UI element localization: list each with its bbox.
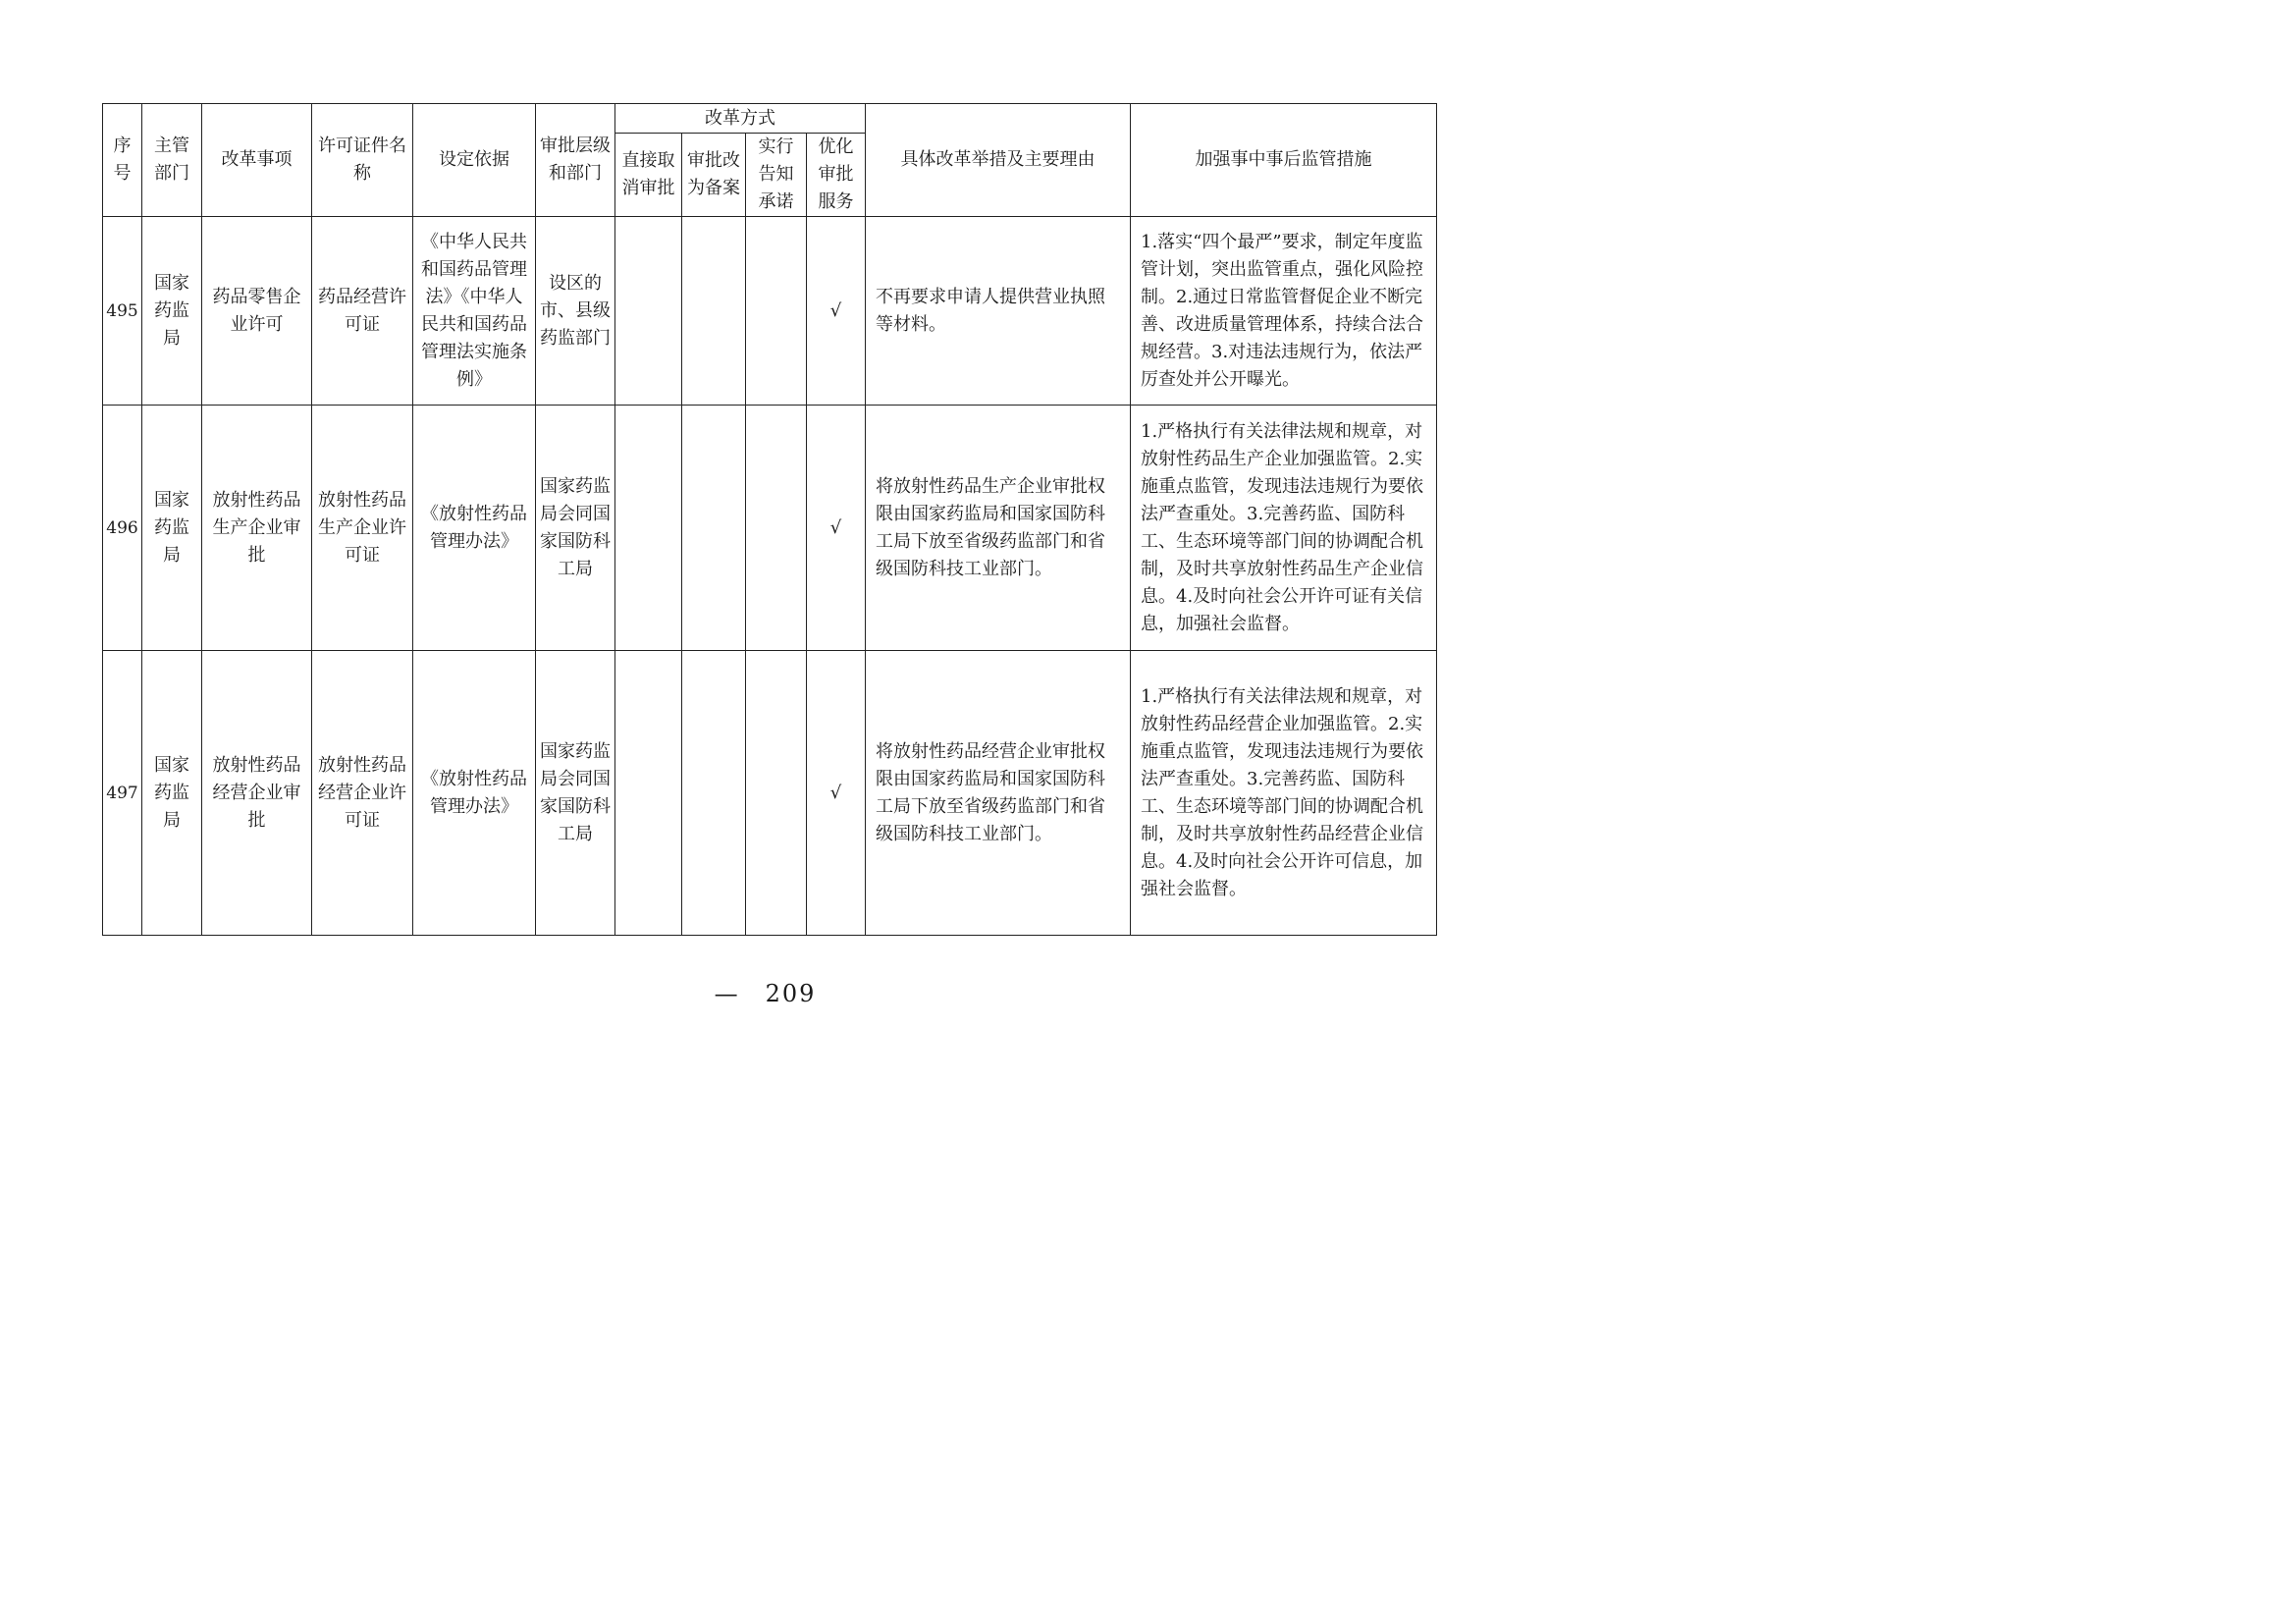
cell-optimize-check: √ (807, 651, 866, 936)
cell-supervision: 1.严格执行有关法律法规和规章，对放射性药品生产企业加强监管。2.实施重点监管，发现违法违规行为要依法严查重处。3.完善药监、国防科工、生态环境等部门间的协调配合机制，及时共享放射性药品生产企业信息。4.及时向社会公开许可证有关信息，加强社会监督。 (1131, 406, 1437, 651)
cell-optimize-check: √ (807, 217, 866, 406)
cell-item: 药品零售企业许可 (202, 217, 312, 406)
header-cancel: 直接取消审批 (615, 134, 682, 217)
header-measures: 具体改革举措及主要理由 (866, 104, 1131, 217)
cell-notify (746, 217, 807, 406)
cell-basis: 《中华人民共和国药品管理法》《中华人民共和国药品管理法实施条例》 (413, 217, 536, 406)
cell-basis: 《放射性药品管理办法》 (413, 406, 536, 651)
cell-record (682, 651, 746, 936)
page-number-value: 209 (765, 980, 817, 1007)
cell-dept: 国家药监局 (142, 651, 202, 936)
cell-dept: 国家药监局 (142, 217, 202, 406)
cell-cancel (615, 406, 682, 651)
cell-supervision: 1.落实“四个最严”要求，制定年度监管计划，突出监管重点，强化风险控制。2.通过日常监管督促企业不断完善、改进质量管理体系，持续合法合规经营。3.对违法违规行为，依法严厉查处并公开曝光。 (1131, 217, 1437, 406)
cell-license: 药品经营许可证 (312, 217, 413, 406)
cell-seq: 495 (103, 217, 142, 406)
cell-measures: 将放射性药品生产企业审批权限由国家药监局和国家国防科工局下放至省级药监部门和省级国防科技工业部门。 (866, 406, 1131, 651)
cell-cancel (615, 217, 682, 406)
cell-item: 放射性药品生产企业审批 (202, 406, 312, 651)
cell-level: 设区的市、县级药监部门 (536, 217, 615, 406)
header-supervision: 加强事中事后监管措施 (1131, 104, 1437, 217)
cell-seq: 497 (103, 651, 142, 936)
cell-notify (746, 651, 807, 936)
cell-record (682, 217, 746, 406)
cell-seq: 496 (103, 406, 142, 651)
reform-table (102, 103, 1437, 936)
cell-record (682, 406, 746, 651)
cell-basis: 《放射性药品管理办法》 (413, 651, 536, 936)
cell-optimize-check: √ (807, 406, 866, 651)
cell-supervision: 1.严格执行有关法律法规和规章，对放射性药品经营企业加强监管。2.实施重点监管，发现违法违规行为要依法严查重处。3.完善药监、国防科工、生态环境等部门间的协调配合机制，及时共享放射性药品经营企业信息。4.及时向社会公开许可信息，加强社会监督。 (1131, 651, 1437, 936)
header-dept: 主管部门 (142, 104, 202, 217)
cell-level: 国家药监局会同国家国防科工局 (536, 651, 615, 936)
cell-license: 放射性药品生产企业许可证 (312, 406, 413, 651)
header-notify: 实行告知承诺 (746, 134, 807, 217)
header-item: 改革事项 (202, 104, 312, 217)
header-license: 许可证件名称 (312, 104, 413, 217)
header-level: 审批层级和部门 (536, 104, 615, 217)
cell-notify (746, 406, 807, 651)
table-row (103, 217, 1437, 406)
cell-measures: 不再要求申请人提供营业执照等材料。 (866, 217, 1131, 406)
header-reform-group: 改革方式 (615, 104, 866, 134)
page-number-dash: — (714, 980, 740, 1007)
cell-license: 放射性药品经营企业许可证 (312, 651, 413, 936)
page-number (0, 980, 1530, 1007)
cell-dept: 国家药监局 (142, 406, 202, 651)
header-record: 审批改为备案 (682, 134, 746, 217)
cell-item: 放射性药品经营企业审批 (202, 651, 312, 936)
header-optimize: 优化审批服务 (807, 134, 866, 217)
table-row (103, 651, 1437, 936)
header-basis: 设定依据 (413, 104, 536, 217)
cell-cancel (615, 651, 682, 936)
table-row (103, 406, 1437, 651)
header-seq: 序号 (103, 104, 142, 217)
cell-measures: 将放射性药品经营企业审批权限由国家药监局和国家国防科工局下放至省级药监部门和省级国防科技工业部门。 (866, 651, 1131, 936)
cell-level: 国家药监局会同国家国防科工局 (536, 406, 615, 651)
